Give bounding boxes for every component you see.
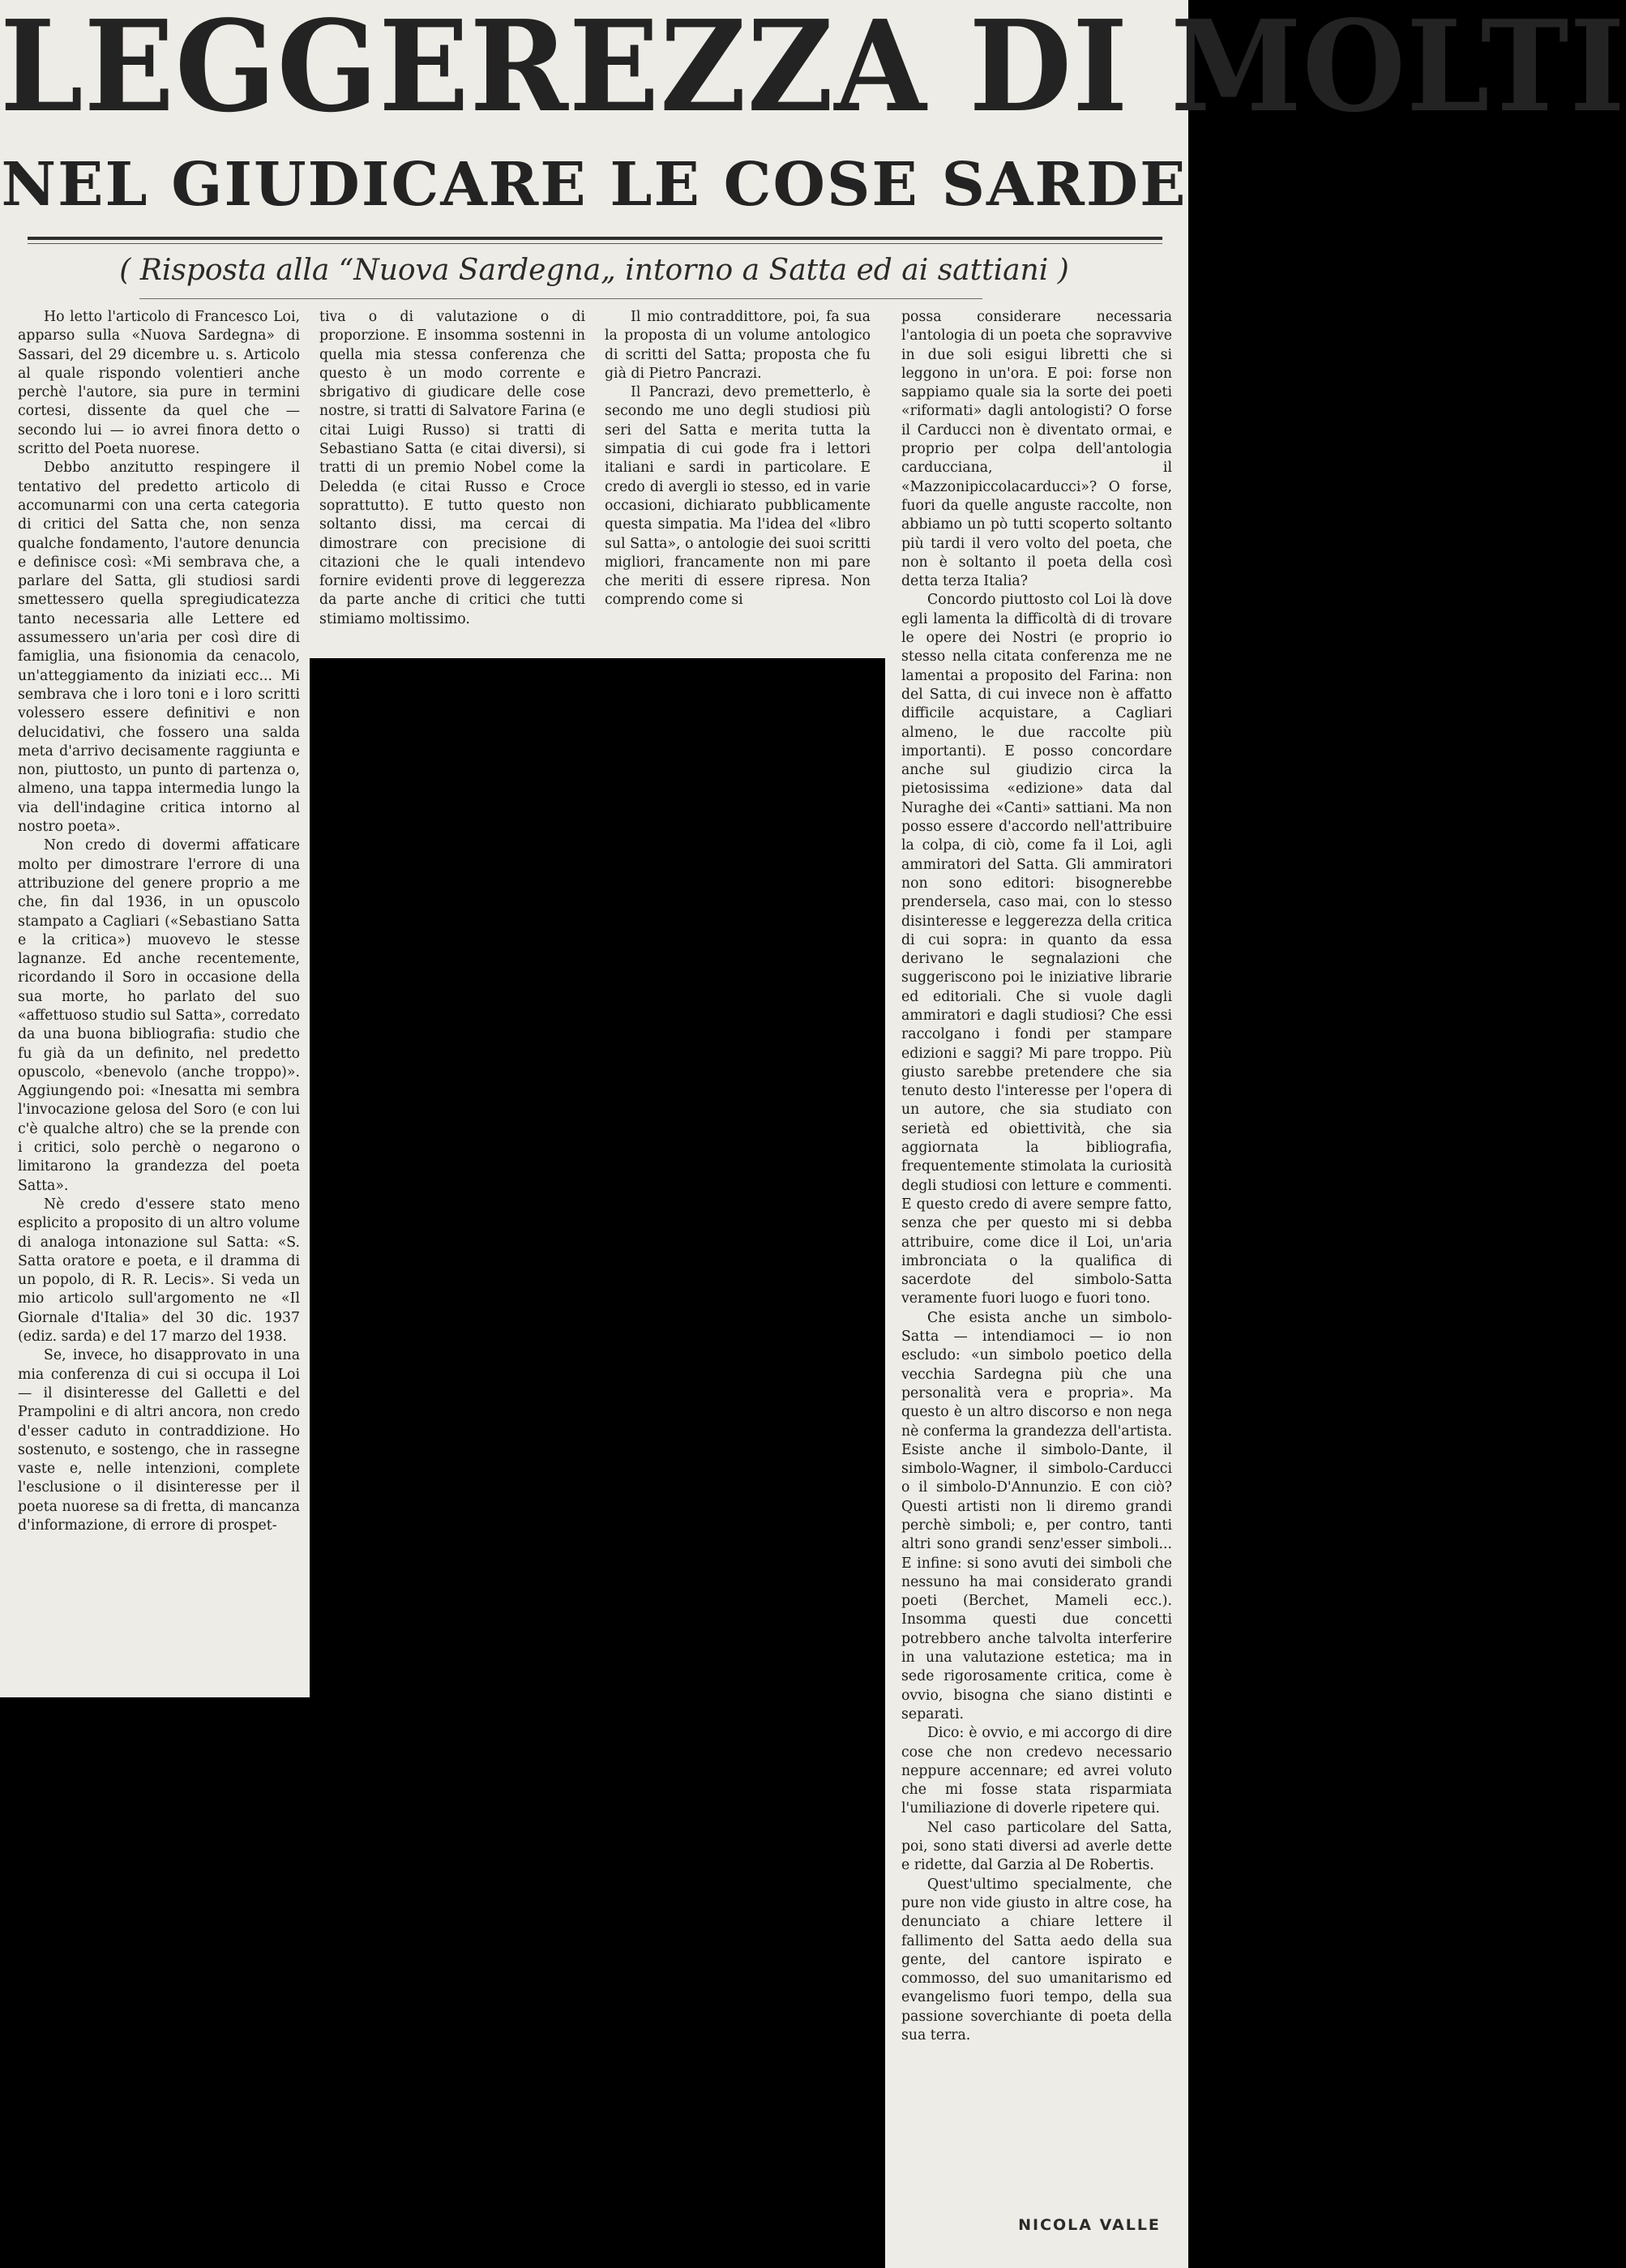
article-subtitle: ( Risposta alla “Nuova Sardegna„ intorno a Satta ed ai sattiani ) xyxy=(119,254,1069,287)
paragraph: Concordo piuttosto col Loi là dove egli lamenta la difficoltà di di trovare le opere dei Nostri (e proprio io stesso nella citata conferenza me ne lamentai a proposito del Farina: non del Satta, di cui invece non è affatto difficile acquistare, a Cagliari almeno, le due raccolte più importanti). E posso concordare anche sul giudizio circa la pietosissima «edizione» data dal Nuraghe dei «Canti» sattiani. Ma non posso essere d'accordo nell'attribuire la colpa, di ciò, come fa il Loi, agli ammiratori del Satta. Gli ammiratori non sono editori: bisognerebbe prendersela, caso mai, con lo stesso disinteresse e leggerezza della critica di cui sopra: in quanto da essa derivano le segnalazioni che suggeriscono poi le iniziative librarie ed editoriali. Che si vuole dagli ammiratori e dagli studiosi? Che essi raccolgano i fondi per stampare edizioni e saggi? Mi pare troppo. Più giusto sarebbe pretendere che sia tenuto desto l'interesse per l'opera di un autore, che sia studiato con serietà ed obiettività, che sia aggiornata la bibliografia, frequentemente stimolata la curiosità degli studiosi con letture e commenti. E questo credo di avere sempre fatto, senza che per questo mi si debba attribuire, come dice il Loi, un'aria imbronciata o la qualifica di sacerdote del simbolo-Satta veramente fuori luogo e fuori tono. xyxy=(901,592,1172,1307)
headline-rule-thin xyxy=(28,243,1162,244)
subheadline: NEL GIUDICARE LE COSE SARDE xyxy=(1,150,1187,220)
paragraph: Il mio contraddittore, poi, fa sua la proposta di un volume antologico di scritti del Satta; proposta che fu già di Pietro Pancrazi. xyxy=(605,309,871,382)
paragraph: Dico: è ovvio, e mi accorgo di dire cose che non credevo necessario neppure accennare; ed avrei voluto che mi fosse stata risparmiata l'umiliazione di doverle ripetere qui. xyxy=(901,1725,1172,1817)
article-column-4 xyxy=(901,308,1172,2245)
subtitle-rule xyxy=(139,298,982,299)
paragraph: Debbo anzitutto respingere il tentativo del predetto articolo di accomunarmi con una certa categoria di critici del Satta che, non senza qualche fondamento, l'autore denuncia e definisce così: «Mi sembrava che, a parlare del Satta, gli studiosi sardi smettessero quella spregiudicatezza tanto necessaria alle Lettere ed assumessero un'aria per così dire di famiglia, una fisionomia da cenacolo, un'atteggiamento da iniziati ecc... Mi sembrava che i loro toni e i loro scritti volessero essere definitivi e non delucidativi, che fossero una salda meta d'arrivo decisamente raggiunta e non, piuttosto, un punto di partenza o, almeno, una tappa intermedia lungo la via dell'indagine critica intorno al nostro poeta». xyxy=(18,460,300,836)
author-signature: NICOLA VALLE xyxy=(1018,2216,1161,2234)
paragraph: Non credo di dovermi affaticare molto per dimostrare l'errore di una attribuzione del genere proprio a me che, fin dal 1936, in un opuscolo stampato a Cagliari («Sebastiano Satta e la critica») muovevo le stesse lagnanze. Ed anche recentemente, ricordando il Soro in occasione della sua morte, ho parlato del suo «affettuoso studio sul Satta», corredato da una buona bibliografia: studio che fu già da un definito, nel predetto opuscolo, «benevolo (anche troppo)». Aggiungendo poi: «Inesatta mi sembra l'invocazione gelosa del Soro (e con lui c'è qualche altro) che se la prende con i critici, solo perchè o negarono o limitarono la grandezza del poeta Satta». xyxy=(18,837,300,1194)
paragraph: Il Pancrazi, devo premetterlo, è secondo me uno degli studiosi più seri del Satta e merita tutta la simpatia di cui gode fra i lettori italiani e sardi in particolare. E credo di avergli io stesso, ed in varie occasioni, dichiarato pubblicamente questa simpatia. Ma l'idea del «libro sul Satta», o antologie dei suoi scritti migliori, francamente non mi pare che meriti di essere ripresa. Non comprendo come si xyxy=(605,384,871,609)
paragraph: Quest'ultimo specialmente, che pure non vide giusto in altre cose, ha denunciato a chiare lettere il fallimento del Satta aedo della sua gente, del cantore ispirato e commosso, del suo umanitarismo ed evangelismo fuori tempo, della sua passione soverchiante di poeta della sua terra. xyxy=(901,1876,1172,2044)
paragraph: Nel caso particolare del Satta, poi, sono stati diversi ad averle dette e ridette, dal Garzia al De Robertis. xyxy=(901,1819,1172,1874)
paragraph: Ho letto l'articolo di Francesco Loi, apparso sulla «Nuova Sardegna» di Sassari, del 29 dicembre u. s. Articolo al quale rispondo volentieri anche perchè l'autore, sia pure in termini cortesi, dissente da quel che — secondo lui — io avrei finora detto o scritto del Poeta nuorese. xyxy=(18,309,300,458)
paragraph: Nè credo d'essere stato meno esplicito a proposito di un altro volume di analoga intonazione sul Satta: «S. Satta oratore e poeta, e il dramma di un popolo, di R. R. Lecis». Si veda un mio articolo sull'argomento ne «Il Giornale d'Italia» del 30 dic. 1937 (ediz. sarda) e del 17 marzo del 1938. xyxy=(18,1196,300,1346)
headline-rule xyxy=(28,237,1162,240)
article-column-3 xyxy=(605,308,871,655)
paragraph: possa considerare necessaria l'antologia di un poeta che sopravvive in due soli esigui libretti che si leggono in un'ora. E poi: forse non sappiamo quale sia la sorte dei poeti «riformati» dagli antologisti? O forse il Carducci non è diventato ormai, e proprio per colpa dell'antologia carducciana, il «Mazzonipiccolacarducci»? O forse, fuori da quelle anguste raccolte, non abbiamo un pò tutti scoperto soltanto più tardi il vero volto del poeta, che non è soltanto il poeta della così detta terza Italia? xyxy=(901,309,1172,590)
article-column-1 xyxy=(18,308,300,1694)
paragraph: tiva o di valutazione o di proporzione. E insomma sostenni in quella mia stessa conferenza che questo è un modo corrente e sbrigativo di giudicare delle cose nostre, si tratti di Salvatore Farina (e citai Luigi Russo) si tratti di Sebastiano Satta (e citai diversi), si tratti di un premio Nobel come la Deledda (e citai Russo e Croce soprattutto). E tutto questo non soltanto dissi, ma cercai di dimostrare con precisione di citazioni che le quali intendevo fornire evidenti prove di leggerezza da parte anche di critici che tutti stimiamo moltissimo. xyxy=(319,309,585,627)
article-column-2 xyxy=(319,308,585,655)
headline: LEGGEREZZA DI MOLTI xyxy=(0,0,1626,141)
paragraph: Se, invece, ho disapprovato in una mia conferenza di cui si occupa il Loi — il disinteresse del Galletti e del Prampolini e di altri ancora, non credo d'esser caduto in contraddizione. Ho sostenuto, e sostengo, che in rassegne vaste e, nelle intenzioni, complete l'esclusione o il disinteresse per il poeta nuorese sa di fretta, di mancanza d'informazione, di errore di prospet- xyxy=(18,1347,300,1534)
paragraph: Che esista anche un simbolo-Satta — intendiamoci — io non escludo: «un simbolo poetico della vecchia Sardegna più che una personalità vera e propria». Ma questo è un altro discorso e non nega nè conferma la grandezza dell'artista. Esiste anche il simbolo-Dante, il simbolo-Wagner, il simbolo-Carducci o il simbolo-D'Annunzio. E con ciò? Questi artisti non li diremo grandi perchè simboli; e, per contro, tanti altri sono grandi senz'esser simboli... E infine: si sono avuti dei simboli che nessuno ha mai considerato grandi poeti (Berchet, Mameli ecc.). Insomma questi due concetti potrebbero anche talvolta interferire in una valutazione estetica; ma in sede rigorosamente critica, come è ovvio, bisogna che siano distinti e separati. xyxy=(901,1309,1172,1722)
